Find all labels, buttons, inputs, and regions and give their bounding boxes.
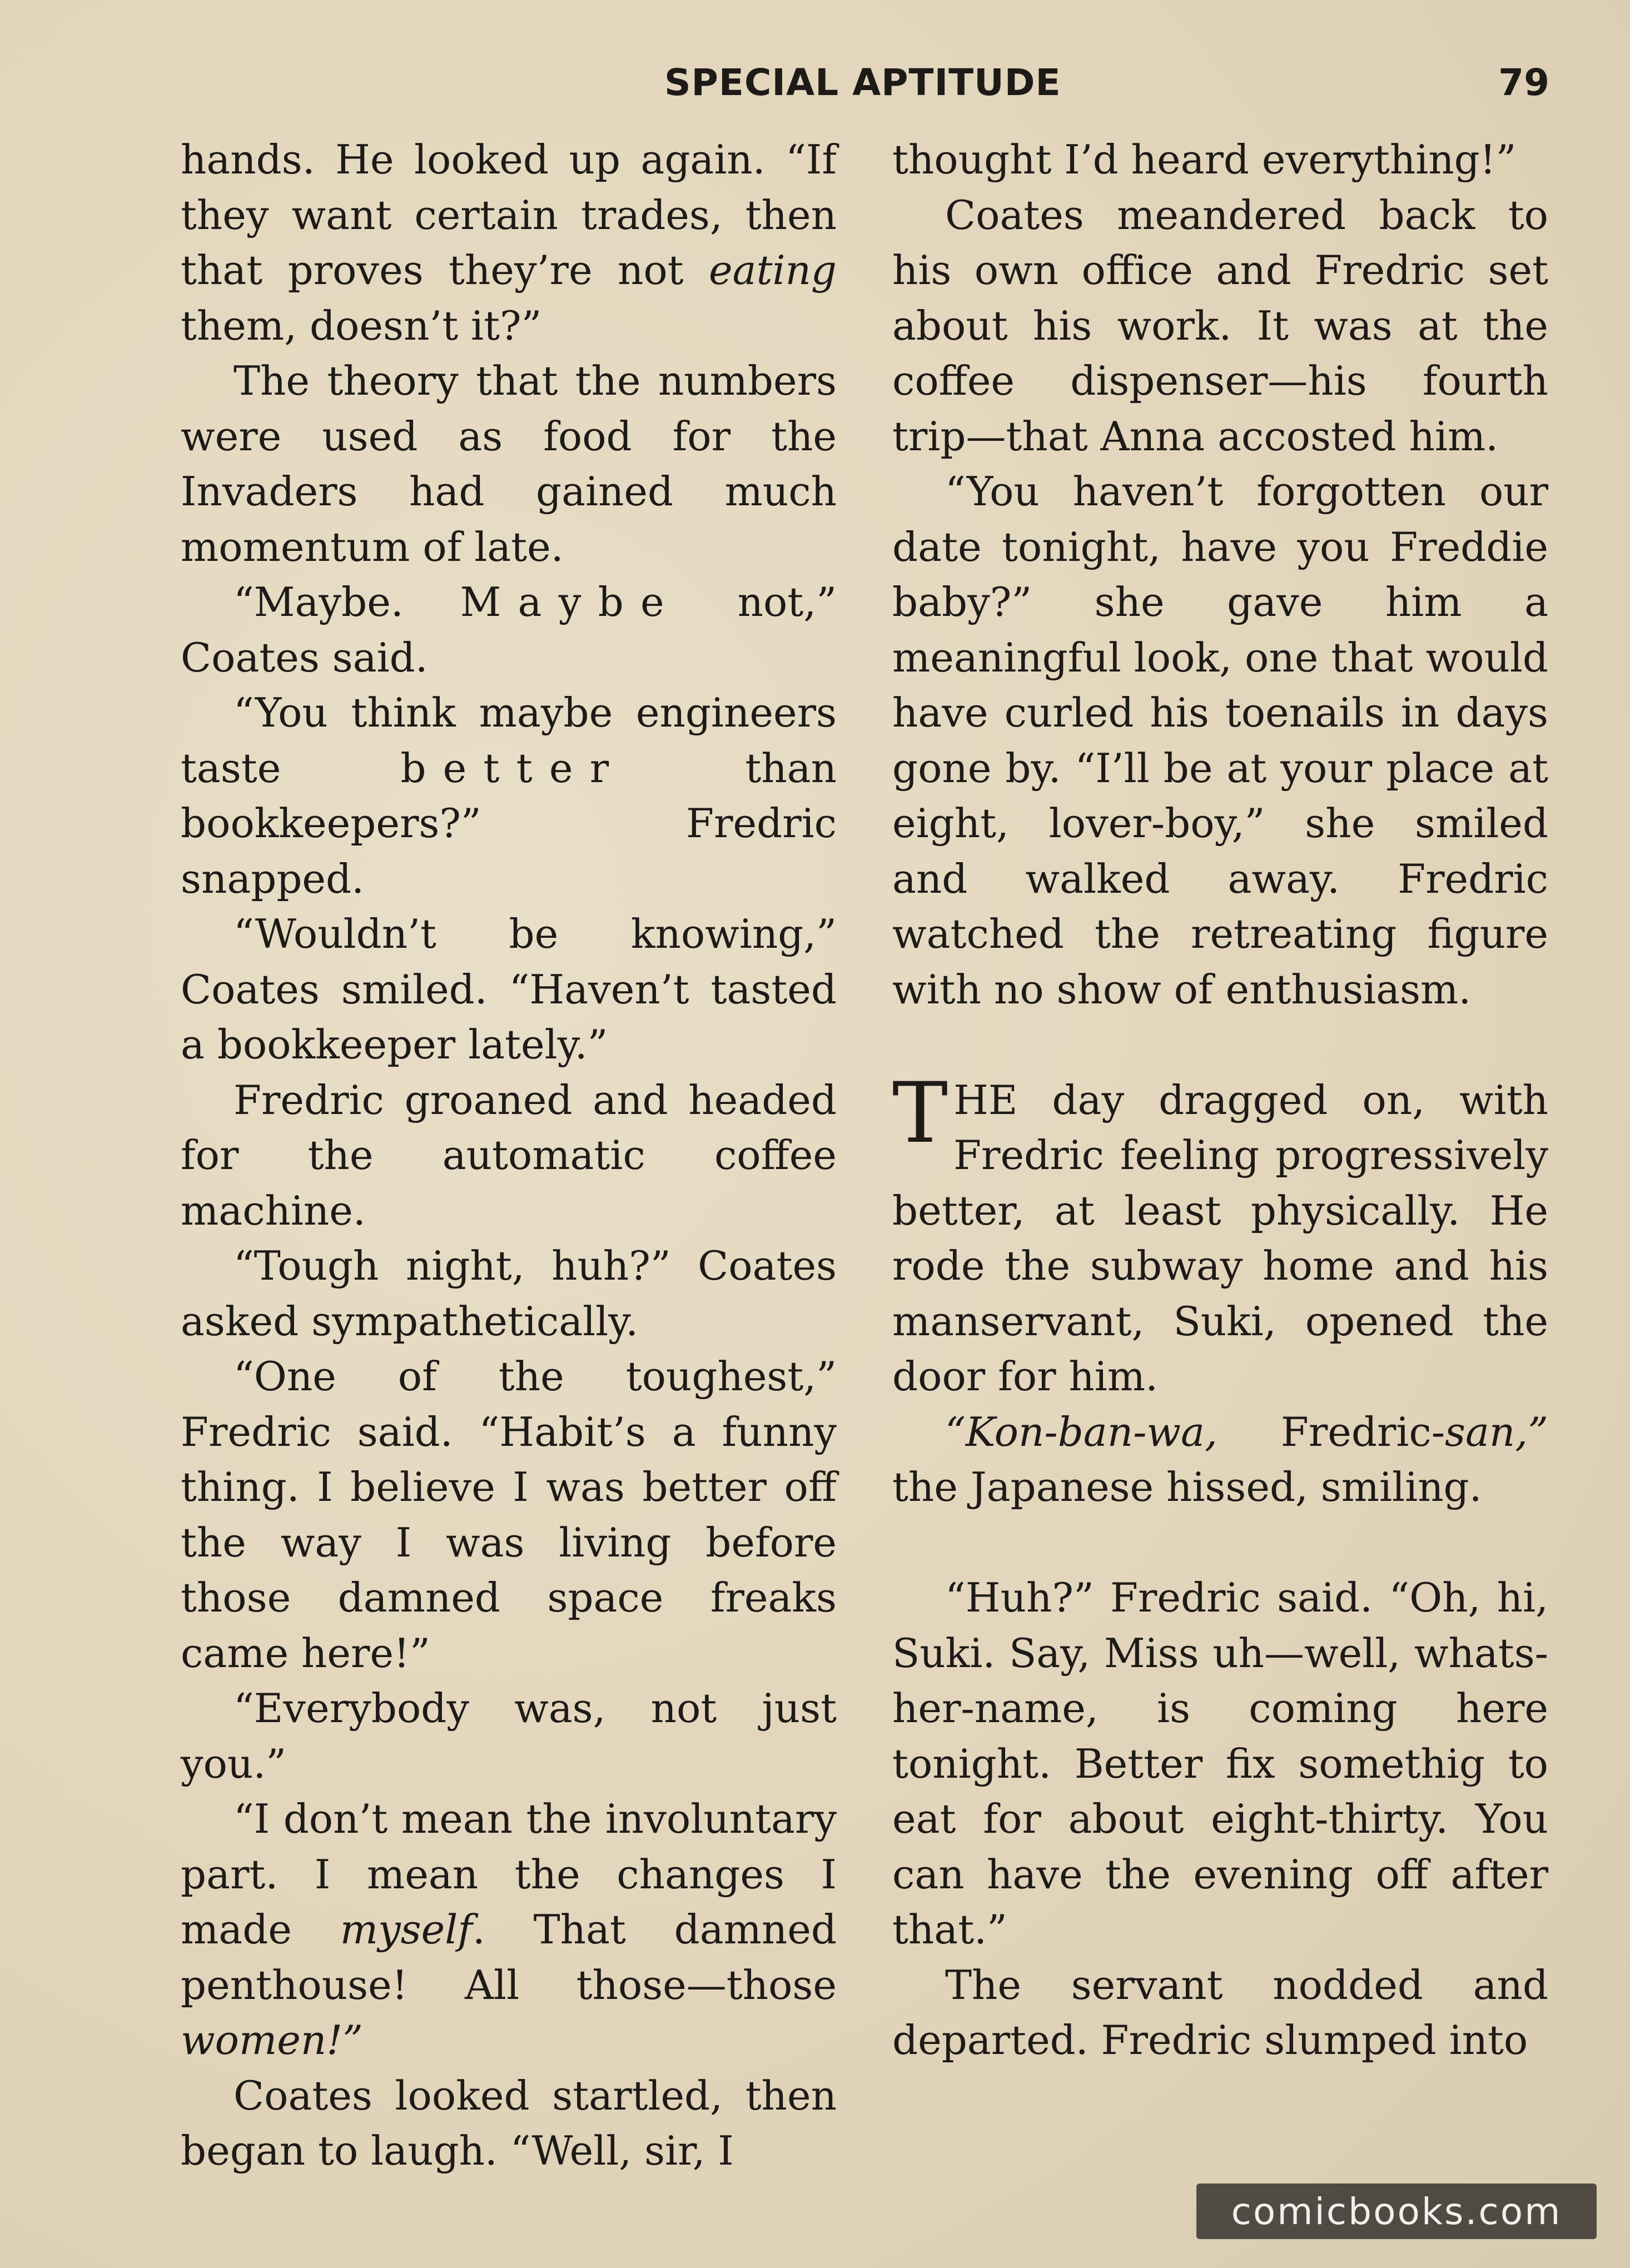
- paragraph: “One of the toughest,” Fredric said. “Habit’s a funny thing. I believe I was better off the way I was living before those damned space freaks came here!”: [181, 1353, 837, 1677]
- text-run: “I don’t mean the involuntary part. I mean the changes I made: [181, 1796, 837, 1953]
- paragraph: The theory that the numbers were used as food for the Invaders had gained much momentum of late.: [181, 357, 837, 570]
- paragraph: “You haven’t forgotten our date tonight, have you Freddie baby?” she gave him a meaningful look, one that would have curled his toenails in days gone by. “I’ll be at your place at eight, lover-boy,” she smiled and walked away. Fredric watched the retreating figure with no show of enthusiasm.: [892, 468, 1548, 1013]
- drop-cap: T: [892, 1065, 948, 1162]
- text-run: the Japanese hissed, smiling.: [892, 1464, 1482, 1510]
- text-run: HE: [953, 1076, 1018, 1123]
- text-run: “Maybe.: [233, 579, 460, 625]
- paragraph: Coates meandered back to his own office and Fredric set about his work. It was at the coffee dispenser—his fourth trip—that Anna accosted him.: [892, 191, 1548, 460]
- paragraph: “Huh?” Fredric said. “Oh, hi, Suki. Say, Miss uh—well, whats-her-name, is coming here tonight. Better fix somethig to eat for about eight-thirty. You can have the evening off after that.”: [892, 1574, 1548, 1953]
- paragraph: “Tough night, huh?” Coates asked sympathetically.: [181, 1242, 837, 1345]
- running-header: [0, 61, 1630, 111]
- paragraph: Coates looked startled, then began to laugh. “Well, sir, I: [181, 2072, 837, 2174]
- left-column: [181, 132, 837, 2179]
- text-run: than bookkeepers?” Fredric snapped.: [181, 744, 837, 902]
- paragraph: [181, 132, 837, 354]
- page-number: 79: [1498, 61, 1549, 104]
- paragraph: Fredric groaned and headed for the automatic coffee machine.: [181, 1076, 837, 1234]
- spaced-text: better: [400, 744, 626, 792]
- paragraph: “Wouldn’t be knowing,” Coates smiled. “Haven’t tasted a bookkeeper lately.”: [181, 911, 837, 1068]
- text-run: hands. He looked up again. “If they want certain trades, then that proves they’re not: [181, 136, 837, 294]
- text-run: not,” Coates said.: [181, 579, 837, 681]
- paragraph: The servant nodded and departed. Fredric slumped into: [892, 1961, 1548, 2063]
- text-run: day dragged on, with Fredric feeling progressively better, at least physically. He rode the subway home and his manservant, Suki, opened the door for him.: [892, 1076, 1548, 1400]
- paragraph: “Everybody was, not just you.”: [181, 1685, 837, 1787]
- emphasis: women!”: [181, 2017, 363, 2063]
- text-run: . That damned penthouse! All those—those: [181, 1906, 837, 2008]
- emphasis: myself: [340, 1906, 473, 1953]
- text-run: Fredric-: [1217, 1408, 1445, 1455]
- paragraph: [181, 1792, 837, 2068]
- spaced-text: Maybe: [460, 579, 681, 625]
- running-title: SPECIAL APTITUDE: [664, 61, 1061, 104]
- text-run: them, doesn’t it?”: [181, 302, 542, 349]
- emphasis: san,”: [1445, 1408, 1548, 1455]
- emphasis: “Kon-ban-wa,: [945, 1408, 1217, 1455]
- right-column: [892, 132, 1548, 2068]
- paragraph: thought I’d heard everything!”: [892, 136, 1517, 183]
- text-run: “You think maybe engineers taste: [181, 689, 837, 792]
- site-watermark: comicbooks.com: [1196, 2184, 1597, 2239]
- emphasis: eating: [709, 247, 837, 294]
- paragraph: [181, 685, 837, 907]
- paragraph: [181, 575, 837, 685]
- paragraph: [892, 1405, 1548, 1515]
- section-opening-paragraph: [892, 1065, 1548, 1405]
